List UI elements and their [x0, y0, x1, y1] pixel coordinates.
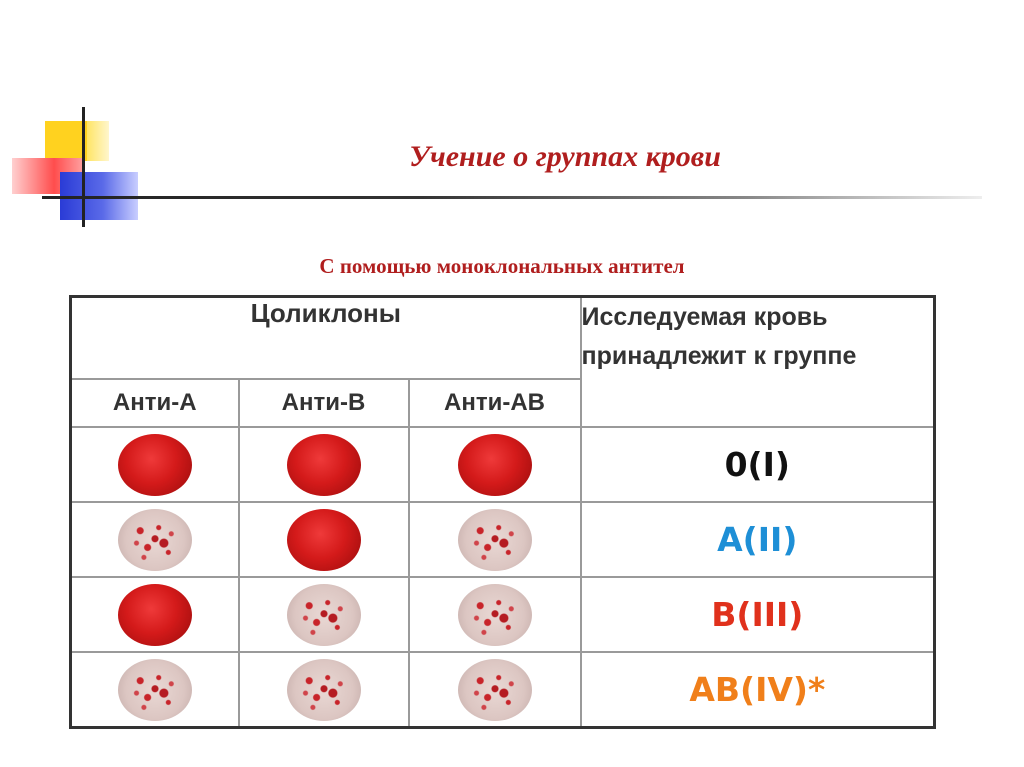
blood-group-table	[69, 295, 936, 729]
blood-group-result: A(II)	[581, 502, 935, 577]
agglutination-drop-icon	[458, 584, 532, 646]
column-header-anti-ab: Анти-АВ	[409, 379, 581, 427]
agglutination-drop-icon	[118, 509, 192, 571]
slide-decoration	[0, 0, 1024, 240]
no-agglutination-drop-icon	[287, 434, 361, 496]
agglutination-drop-icon	[287, 584, 361, 646]
agglutination-drop-icon	[458, 659, 532, 721]
decor-horizontal-line	[42, 196, 982, 199]
column-header-anti-b: Анти-В	[239, 379, 409, 427]
table-row	[71, 427, 935, 502]
blood-group-result: B(III)	[581, 577, 935, 652]
reaction-cell	[239, 502, 409, 577]
slide-subtitle: С помощью моноклональных антител	[319, 254, 685, 278]
group-header: Цоликлоны	[71, 297, 581, 380]
reaction-cell	[409, 577, 581, 652]
table-row	[71, 577, 935, 652]
table-header-row	[71, 297, 935, 380]
reaction-cell	[409, 502, 581, 577]
reaction-cell	[239, 577, 409, 652]
reaction-cell	[239, 652, 409, 728]
table-row	[71, 502, 935, 577]
result-header: Исследуемая кровь принадлежит к группе	[581, 297, 935, 428]
blood-group-result: AB(IV)*	[581, 652, 935, 728]
no-agglutination-drop-icon	[118, 584, 192, 646]
no-agglutination-drop-icon	[118, 434, 192, 496]
agglutination-drop-icon	[287, 659, 361, 721]
reaction-cell	[71, 652, 239, 728]
table-row	[71, 652, 935, 728]
no-agglutination-drop-icon	[287, 509, 361, 571]
blood-group-result: 0(I)	[581, 427, 935, 502]
reaction-cell	[239, 427, 409, 502]
reaction-cell	[409, 427, 581, 502]
agglutination-drop-icon	[458, 509, 532, 571]
slide-title: Учение о группах крови	[409, 140, 721, 173]
reaction-cell	[409, 652, 581, 728]
reaction-cell	[71, 502, 239, 577]
column-header-anti-a: Анти-А	[71, 379, 239, 427]
agglutination-drop-icon	[118, 659, 192, 721]
reaction-cell	[71, 577, 239, 652]
reaction-cell	[71, 427, 239, 502]
no-agglutination-drop-icon	[458, 434, 532, 496]
